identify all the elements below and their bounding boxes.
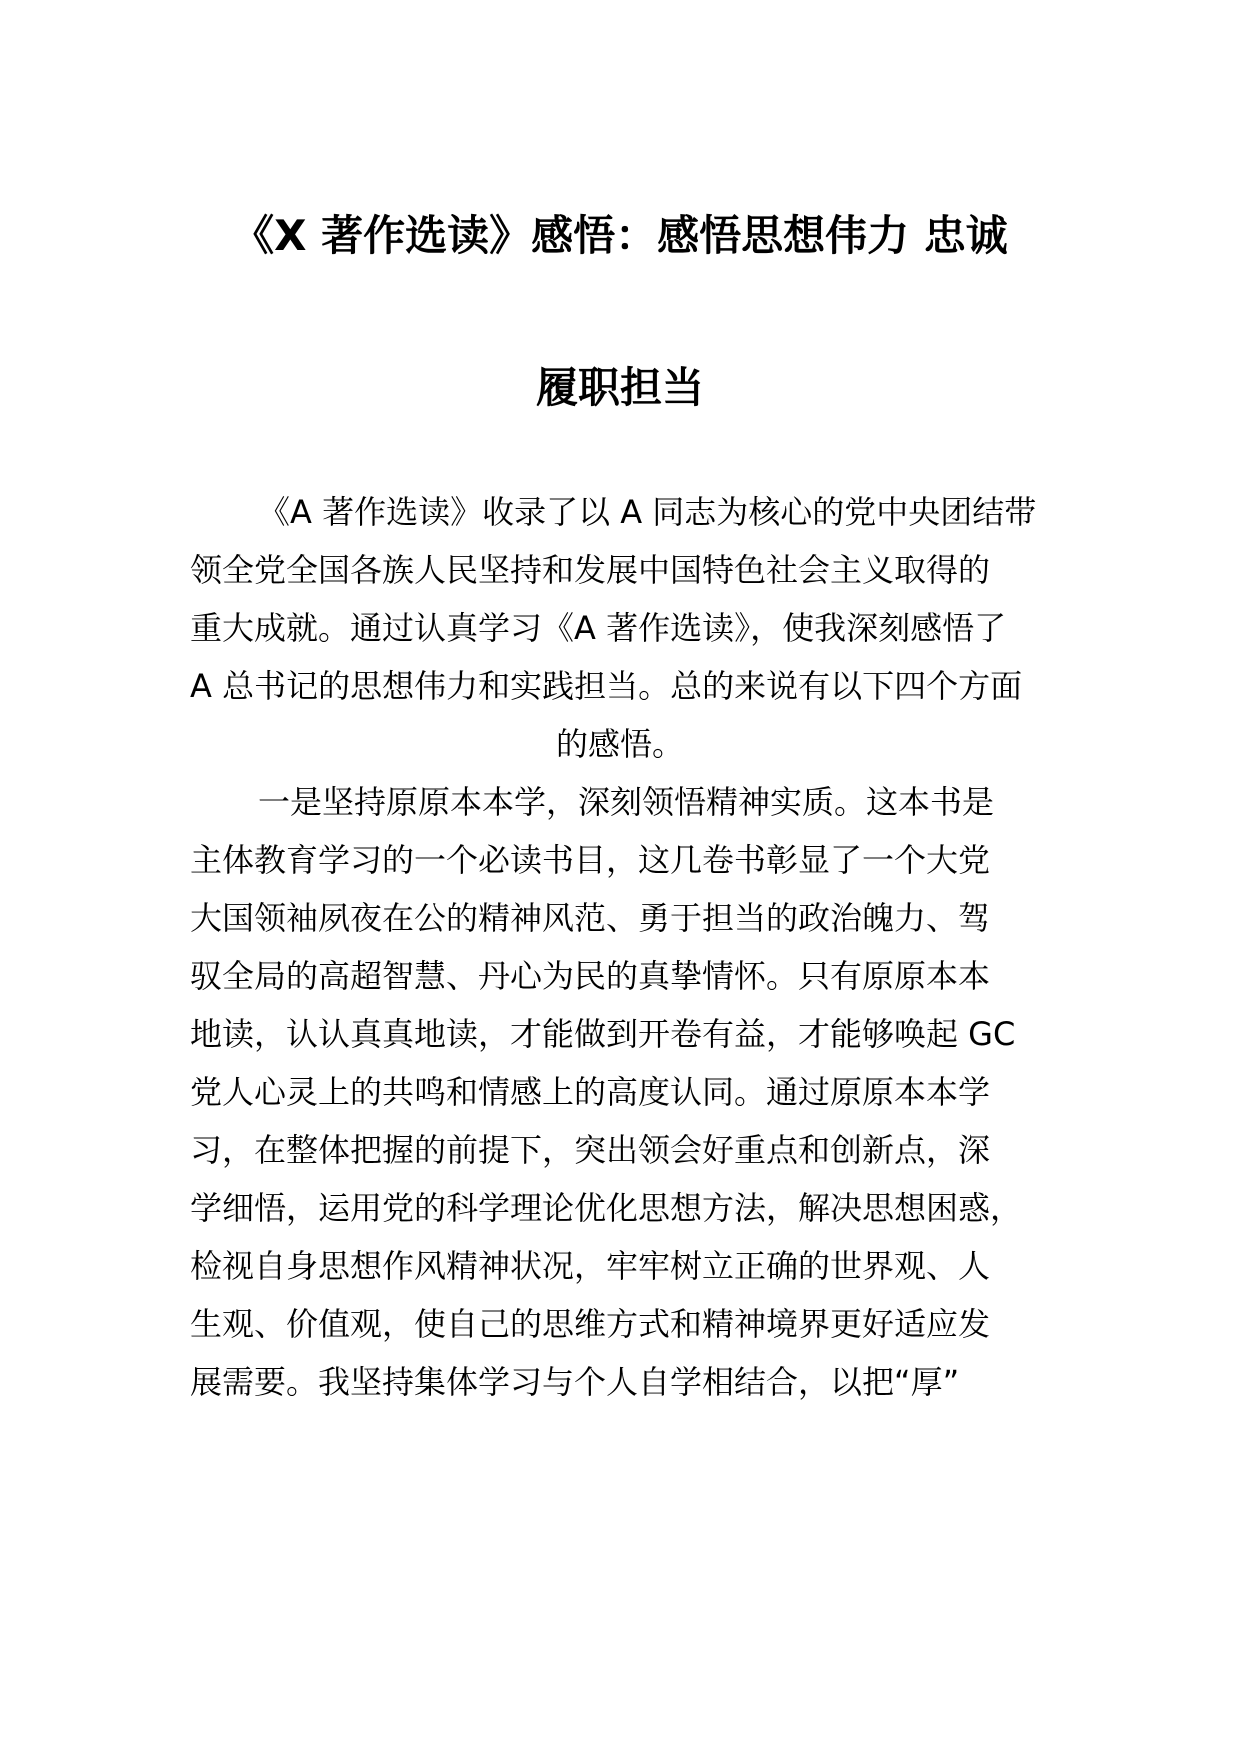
document-title-line-1: 《X 著作选读》感悟：感悟思想伟力 忠诚 [232, 211, 1008, 260]
paragraph-line: 展需要。我坚持集体学习与个人自学相结合，以把“厚” [190, 1363, 960, 1401]
paragraph-line: 学细悟，运用党的科学理论优化思想方法，解决思想困惑， [190, 1189, 1023, 1227]
paragraph-line: A 总书记的思想伟力和实践担当。总的来说有以下四个方面 [190, 667, 1023, 705]
paragraph-line: 一是坚持原原本本学，深刻领悟精神实质。这本书是 [258, 783, 995, 821]
paragraph-line: 《A 著作选读》收录了以 A 同志为核心的党中央团结带 [258, 493, 1037, 531]
paragraph-line: 驭全局的高超智慧、丹心为民的真挚情怀。只有原原本本 [190, 957, 991, 995]
paragraph-line: 习，在整体把握的前提下，突出领会好重点和创新点，深 [190, 1131, 991, 1169]
paragraph-line: 检视自身思想作风精神状况，牢牢树立正确的世界观、人 [190, 1247, 991, 1285]
document-title-line-2: 履职担当 [535, 363, 704, 412]
paragraph-line: 地读，认认真真地读，才能做到开卷有益，才能够唤起 GC [190, 1015, 1016, 1053]
paragraph-line: 党人心灵上的共鸣和情感上的高度认同。通过原原本本学 [190, 1073, 991, 1111]
paragraph-line: 的感悟。 [555, 725, 684, 763]
paragraph-line: 生观、价值观，使自己的思维方式和精神境界更好适应发 [190, 1305, 991, 1343]
paragraph-line: 主体教育学习的一个必读书目，这几卷书彰显了一个大党 [190, 841, 991, 879]
paragraph-line: 领全党全国各族人民坚持和发展中国特色社会主义取得的 [190, 551, 991, 589]
paragraph-line: 重大成就。通过认真学习《A 著作选读》，使我深刻感悟了 [190, 609, 1007, 647]
paragraph-line: 大国领袖夙夜在公的精神风范、勇于担当的政治魄力、驾 [190, 899, 991, 937]
